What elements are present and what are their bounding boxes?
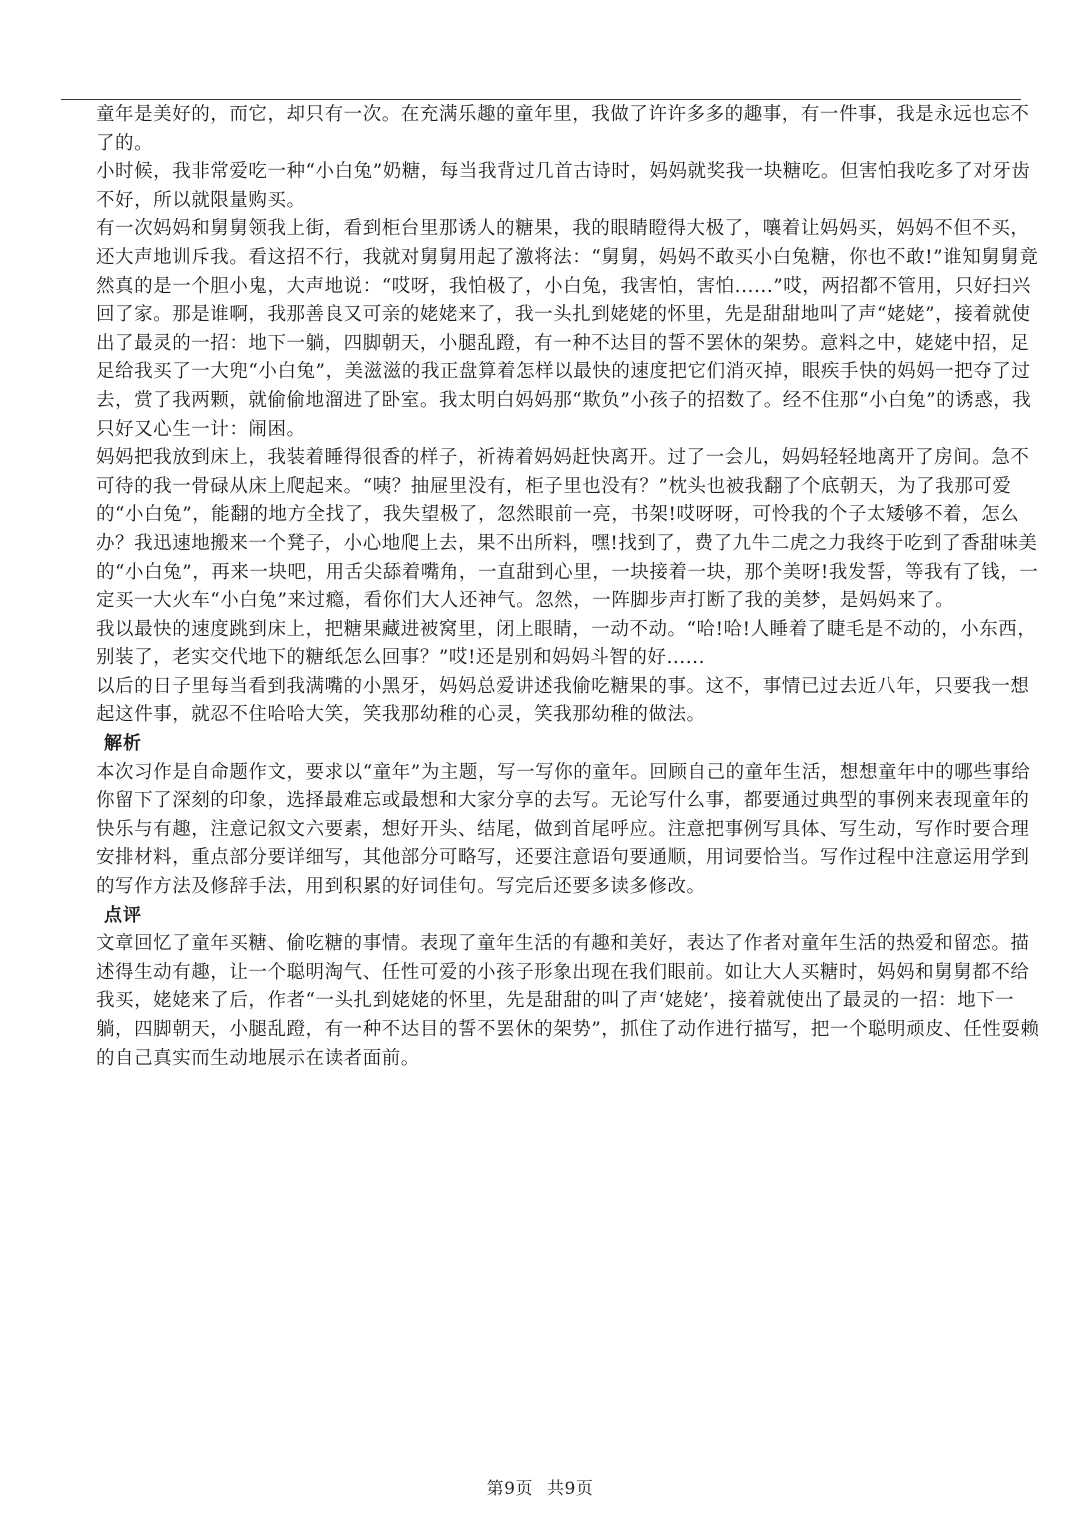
page-number: 第9页	[486, 1479, 533, 1499]
essay-paragraph: 小时候，我非常爱吃一种“小白兔”奶糖，每当我背过几首古诗时，妈妈就奖我一块糖吃。但害怕我吃多了对牙齿不好，所以就限量购买。	[96, 161, 1031, 211]
header-rule	[61, 99, 1021, 100]
page-total: 共9页	[547, 1479, 594, 1499]
essay-paragraph: 我以最快的速度跳到床上，把糖果藏进被窝里，闭上眼睛，一动不动。“哈!哈!人睡着了睫毛是不动的，小东西，别装了，老实交代地下的糖纸怎么回事？”哎!还是别和妈妈斗智的好......	[96, 618, 1037, 669]
essay-paragraph: 有一次妈妈和舅舅领我上街，看到柜台里那诱人的糖果，我的眼睛瞪得大极了，嚷着让妈妈买，妈妈不但不买，还大声地训斥我。看这招不行，我就对舅舅用起了激将法：“舅舅，妈妈不敢买小白兔糖，你也不敢!”谁知舅舅竟然真的是一个胆小鬼，大声地说：“哎呀，我怕极了，小白兔，我害怕，害怕......”哎，两招都不管用，只好扫兴回了家。那是谁啊，我那善良又可亲的姥姥来了，我一头扎到姥姥的怀里，先是甜甜地叫了声“姥姥”，接着就使出了最灵的一招：地下一躺，四脚朝天，小腿乱蹬，有一种不达目的誓不罢休的架势。意料之中，姥姥中招，足足给我买了一大兜“小白兔”，美滋滋的我正盘算着怎样以最快的速度把它们消灭掉，眼疾手快的妈妈一把夺了过去，赏了我两颗，就偷偷地溜进了卧室。我太明白妈妈那“欺负”小孩子的招数了。经不住那“小白兔”的诱惑，我只好又心生一计：闹困。	[96, 218, 1039, 440]
essay-paragraph: 妈妈把我放到床上，我装着睡得很香的样子，祈祷着妈妈赶快离开。过了一会儿，妈妈轻轻地离开了房间。急不可待的我一骨碌从床上爬起来。“咦？抽屉里没有，柜子里也没有？”枕头也被我翻了个底朝天，为了我那可爱的“小白兔”，能翻的地方全找了，我失望极了，忽然眼前一亮，书架!哎呀呀，可怜我的个子太矮够不着，怎么办？我迅速地搬来一个凳子，小心地爬上去，果不出所料，嘿!找到了，费了九牛二虎之力我终于吃到了香甜味美的“小白兔”，再来一块吧，用舌尖舔着嘴角，一直甜到心里，一块接着一块，那个美呀!我发誓，等我有了钱，一定买一大火车“小白兔”来过瘾，看你们大人还神气。忽然，一阵脚步声打断了我的美梦，是妈妈来了。	[96, 447, 1039, 612]
essay-paragraph: 以后的日子里每当看到我满嘴的小黑牙，妈妈总爱讲述我偷吃糖果的事。这不，事情已过去近八年，只要我一想起这件事，就忍不住哈哈大笑，笑我那幼稚的心灵，笑我那幼稚的做法。	[96, 675, 1030, 726]
comment-text: 文章回忆了童年买糖、偷吃糖的事情。表现了童年生活的有趣和美好，表达了作者对童年生活的热爱和留恋。描述得生动有趣，让一个聪明淘气、任性可爱的小孩子形象出现在我们眼前。如让大人买糖时，妈妈和舅舅都不给我买，姥姥来了后，作者“一头扎到姥姥的怀里，先是甜甜的叫了声‘姥姥’，接着就使出了最灵的一招：地下一躺，四脚朝天，小腿乱蹬，有一种不达目的誓不罢休的架势”，抓住了动作进行描写，把一个聪明顽皮、任性耍赖的自己真实而生动地展示在读者面前。	[96, 933, 1040, 1069]
page-footer	[0, 1477, 1080, 1501]
analysis-text: 本次习作是自命题作文，要求以“童年”为主题，写一写你的童年。回顾自己的童年生活，想想童年中的哪些事给你留下了深刻的印象，选择最难忘或最想和大家分享的去写。无论写什么事，都要通过典型的事例来表现童年的快乐与有趣，注意记叙文六要素，想好开头、结尾，做到首尾呼应。注意把事例写具体、写生动，写作时要合理安排材料，重点部分要详细写，其他部分可略写，还要注意语句要通顺，用词要恰当。写作过程中注意运用学到的写作方法及修辞手法，用到积累的好词佳句。写完后还要多读多修改。	[96, 761, 1031, 898]
analysis-heading: 解析	[104, 733, 142, 755]
comment-heading: 点评	[104, 904, 142, 926]
document-body	[96, 101, 1042, 1073]
essay-paragraph: 童年是美好的，而它，却只有一次。在充满乐趣的童年里，我做了许许多多的趣事，有一件事，我是永远也忘不了的。	[96, 104, 1030, 154]
